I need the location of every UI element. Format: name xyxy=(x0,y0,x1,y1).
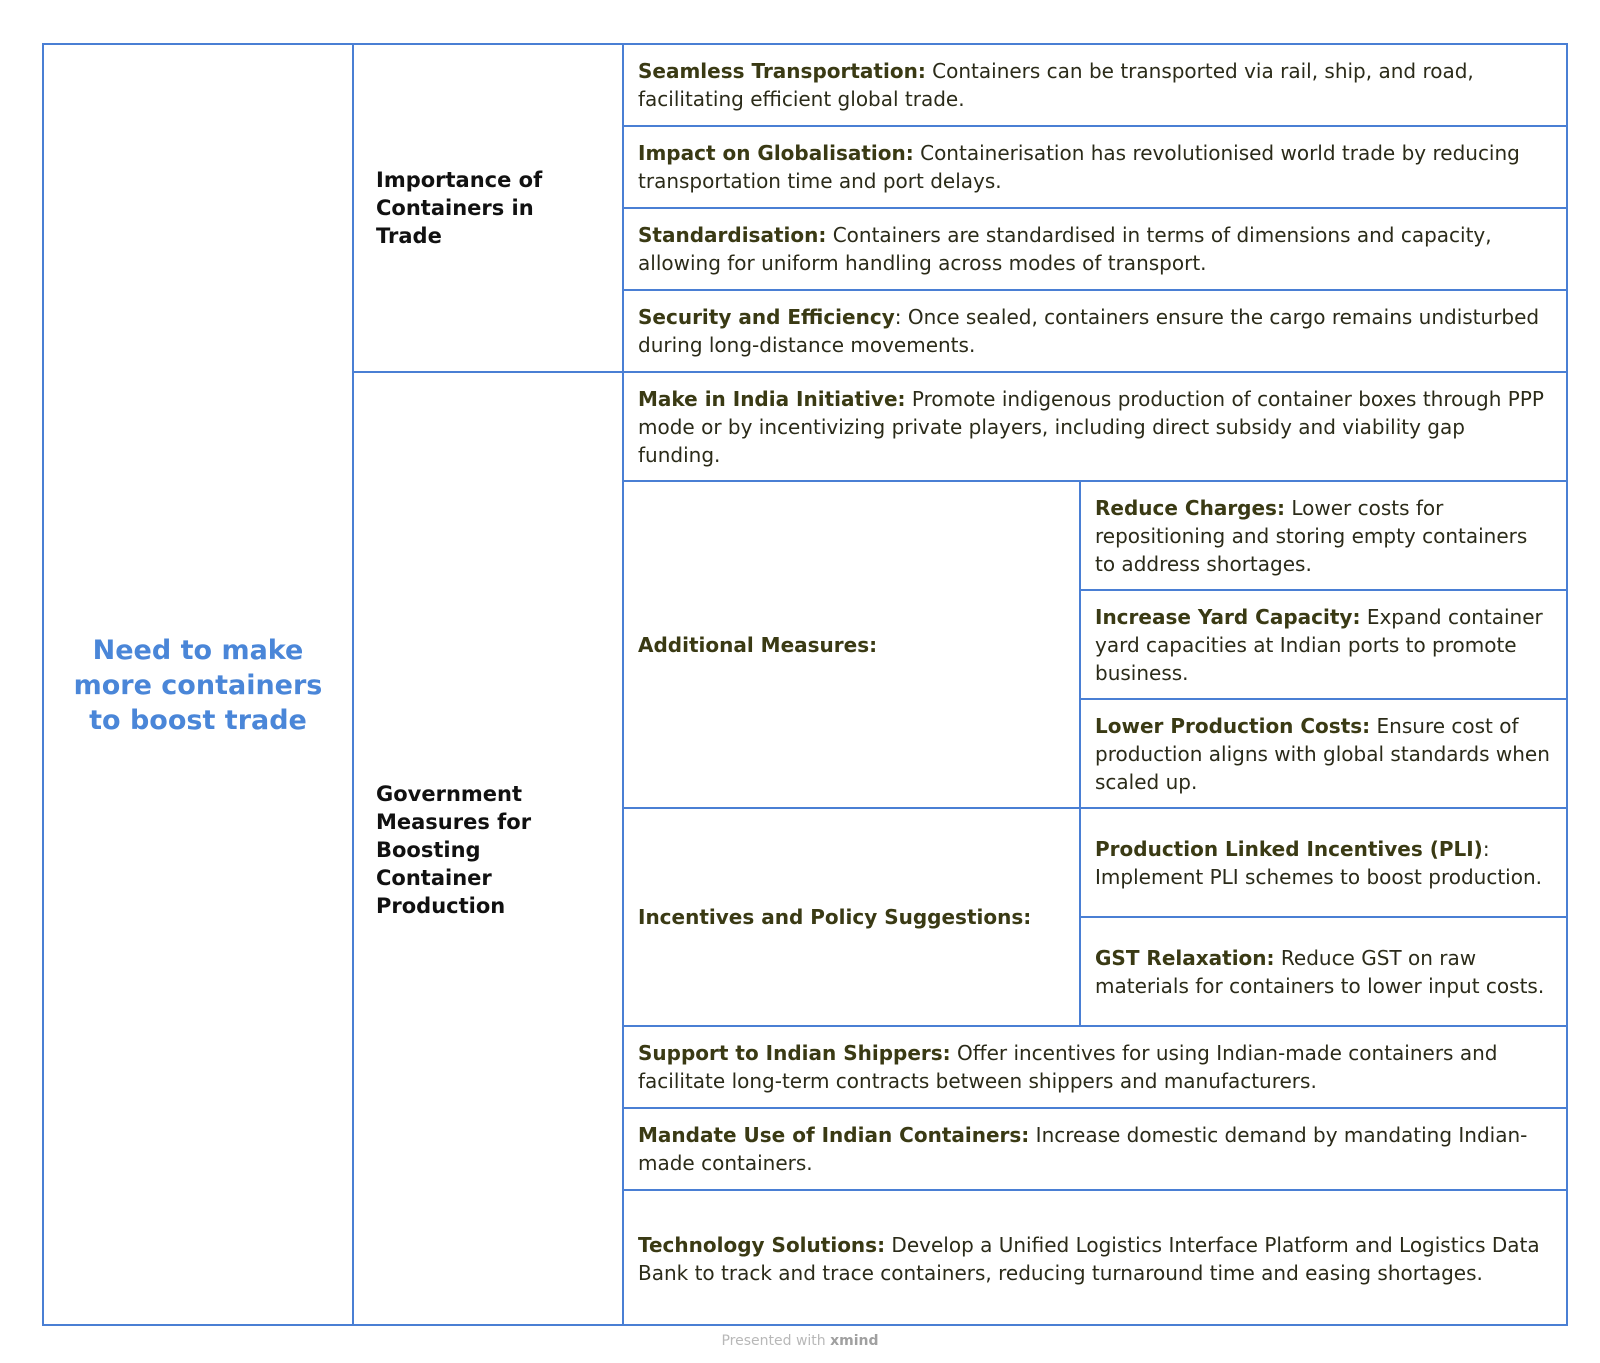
group-incentives-policy[interactable] xyxy=(624,809,1081,1027)
group-title: Incentives and Policy Suggestions: xyxy=(638,905,1032,929)
leaf-body: Ensure cost of production aligns with global standards when scaled up. xyxy=(1095,713,1550,794)
leaf-body: Containerisation has revolutionised world trade by reducing transportation time and port delays. xyxy=(638,141,1520,193)
group-additional-measures[interactable] xyxy=(624,482,1081,809)
section-title: Government Measures for Boosting Container Production xyxy=(376,781,532,918)
leaf-text xyxy=(638,139,1552,195)
leaf-label: Technology Solutions: xyxy=(638,1232,886,1257)
leaf-mandate-indian-containers[interactable] xyxy=(624,1109,1568,1191)
leaf-body: Containers can be transported via rail, ship, and road, facilitating efficient global trade. xyxy=(638,59,1474,111)
leaf-text xyxy=(1095,944,1552,1000)
leaf-body: Increase domestic demand by mandating Indian-made containers. xyxy=(638,1123,1528,1175)
leaf-body: Reduce GST on raw materials for containers to lower input costs. xyxy=(1095,945,1545,998)
xmind-logo: xmind xyxy=(830,1333,879,1349)
leaf-label: Make in India Initiative: xyxy=(638,386,906,411)
leaf-lower-production-costs[interactable] xyxy=(1081,700,1568,809)
leaf-label: Standardisation: xyxy=(638,223,827,247)
leaf-production-linked-incentives[interactable] xyxy=(1081,809,1568,918)
leaf-text xyxy=(638,1039,1552,1095)
leaf-body: Develop a Unified Logistics Interface Platform and Logistics Data Bank to track and trace containers, reducing turnaround time and easing shortages. xyxy=(638,1232,1540,1285)
leaf-body: Offer incentives for using Indian-made containers and facilitate long-term contracts between shippers and manufacturers. xyxy=(638,1041,1498,1093)
leaf-text xyxy=(638,57,1552,113)
leaf-seamless-transportation[interactable] xyxy=(624,45,1568,127)
leaf-impact-on-globalisation[interactable] xyxy=(624,127,1568,209)
leaf-label: Production Linked Incentives (PLI) xyxy=(1095,836,1483,861)
section-title: Importance of Containers in Trade xyxy=(376,168,543,248)
leaf-reduce-charges[interactable] xyxy=(1081,482,1568,591)
leaf-security-and-efficiency[interactable] xyxy=(624,291,1568,373)
leaf-text xyxy=(638,1231,1552,1287)
footer-attribution xyxy=(0,1333,1600,1349)
leaf-technology-solutions[interactable] xyxy=(624,1191,1568,1326)
section-importance[interactable] xyxy=(354,45,624,373)
leaf-text xyxy=(638,221,1552,277)
leaf-text xyxy=(1095,712,1552,796)
mind-map-table xyxy=(42,43,1568,1326)
footer-prefix: Presented with xyxy=(721,1333,831,1349)
leaf-text xyxy=(1095,603,1552,687)
leaf-label: Mandate Use of Indian Containers: xyxy=(638,1123,1030,1147)
leaf-label: Support to Indian Shippers: xyxy=(638,1041,951,1065)
leaf-gst-relaxation[interactable] xyxy=(1081,918,1568,1027)
root-title: Need to make more containers to boost trade xyxy=(73,635,323,736)
leaf-body: : Implement PLI schemes to boost production. xyxy=(1095,836,1542,889)
leaf-standardisation[interactable] xyxy=(624,209,1568,291)
group-title: Additional Measures: xyxy=(638,632,878,657)
leaf-label: GST Relaxation: xyxy=(1095,945,1275,970)
leaf-text xyxy=(1095,494,1552,578)
leaf-body: Lower costs for repositioning and storing empty containers to address shortages. xyxy=(1095,495,1528,576)
leaf-label: Seamless Transportation: xyxy=(638,59,926,83)
leaf-text xyxy=(1095,835,1552,891)
leaf-body: : Once sealed, containers ensure the cargo remains undisturbed during long-distance movements. xyxy=(638,305,1540,357)
leaf-label: Impact on Globalisation: xyxy=(638,141,914,165)
leaf-body: Expand container yard capacities at Indian ports to promote business. xyxy=(1095,604,1543,685)
leaf-label: Reduce Charges: xyxy=(1095,495,1285,520)
leaf-label: Security and Efficiency xyxy=(638,305,895,329)
section-government-measures[interactable] xyxy=(354,373,624,1326)
leaf-label: Increase Yard Capacity: xyxy=(1095,604,1361,629)
leaf-body: Containers are standardised in terms of dimensions and capacity, allowing for uniform handling across modes of transport. xyxy=(638,223,1492,275)
leaf-text xyxy=(638,1121,1552,1177)
root-node[interactable] xyxy=(44,45,354,1326)
leaf-label: Lower Production Costs: xyxy=(1095,713,1371,738)
leaf-make-in-india[interactable] xyxy=(624,373,1568,482)
leaf-increase-yard-capacity[interactable] xyxy=(1081,591,1568,700)
leaf-text xyxy=(638,385,1552,469)
leaf-support-indian-shippers[interactable] xyxy=(624,1027,1568,1109)
leaf-text xyxy=(638,303,1552,359)
leaf-body: Promote indigenous production of container boxes through PPP mode or by incentivizing private players, including direct subsidy and viability gap funding. xyxy=(638,386,1544,467)
